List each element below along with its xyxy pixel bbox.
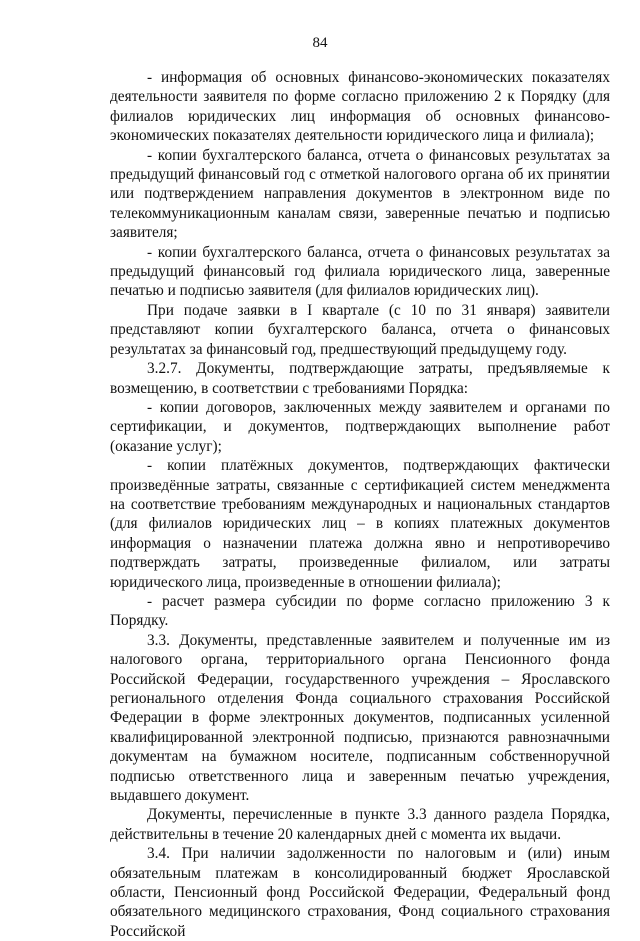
paragraph-balance-copies: - копии бухгалтерского баланса, отчета о финансовых результатах за предыдущий финансовый год с отметкой налогового органа об их принятии или подтверждением направления документов в электронном виде по телекоммуникационным каналам связи, заверенные печатью и подписью заявителя; bbox=[110, 146, 610, 242]
paragraph-financial-info: - информация об основных финансово-экономических показателях деятельности заявителя по форме согласно приложению 2 к Порядку (для филиалов юридических лиц информация об основных финансово-экономических показателях деятельности юридического лица и филиала); bbox=[110, 69, 610, 145]
paragraph-branch-balance-copies: - копии бухгалтерского баланса, отчета о финансовых результатах за предыдущий финансовый год филиала юридического лица, заверенные печатью и подписью заявителя (для филиалов юридических лиц). bbox=[110, 243, 610, 300]
paragraph-3-4: 3.4. При наличии задолженности по налоговым и (или) иным обязательным платежам в консолидированный бюджет Ярославской области, Пенсионный фонд Российской Федерации, Федеральный фонд обязательного медицинского страхования, Фонд социального страхования Российской bbox=[110, 845, 610, 940]
paragraph-3-3: 3.3. Документы, представленные заявителем и полученные им из налогового органа, территориального органа Пенсионного фонда Российской Федерации, государственного учреждения – Ярославского регионального отделения Фонда социального страхования Российской Федерации в форме электронных документов, подписанных усиленной квалифицированной электронной подписью, признаются равнозначными документам на бумажном носителе, подписанным собственноручной подписью ответственного лица и заверенным печатью учреждения, выдавшего документ. bbox=[110, 631, 610, 805]
paragraph-first-quarter: При подаче заявки в I квартале (с 10 по 31 января) заявители представляют копии бухгалтерского баланса, отчета о финансовых результатах за финансовый год, предшествующий предыдущему году. bbox=[110, 301, 610, 358]
page-number: 84 bbox=[312, 35, 328, 51]
paragraph-validity: Документы, перечисленные в пункте 3.3 данного раздела Порядка, действительны в течение 20 календарных дней с момента их выдачи. bbox=[110, 806, 610, 843]
paragraph-payment-documents: - копии платёжных документов, подтверждающих фактически произведённые затраты, связанные с сертификацией систем менеджмента на соответствие требованиям международных и национальных стандартов (для филиалов юридических лиц – в копиях платежных документов информация о назначении платежа должна явно и непротиворечиво подтверждать затраты, произведенные филиалом, или затраты юридического лица, произведенные в отношении филиала); bbox=[110, 457, 610, 591]
paragraph-3-2-7: 3.2.7. Документы, подтверждающие затраты, предъявляемые к возмещению, в соответствии с требованиями Порядка: bbox=[110, 360, 610, 397]
paragraph-contract-copies: - копии договоров, заключенных между заявителем и органами по сертификации, и документов, подтверждающих выполнение работ (оказание услуг); bbox=[110, 398, 610, 455]
paragraph-subsidy-calculation: - расчет размера субсидии по форме согласно приложению 3 к Порядку. bbox=[110, 592, 610, 630]
body-text bbox=[110, 68, 610, 941]
